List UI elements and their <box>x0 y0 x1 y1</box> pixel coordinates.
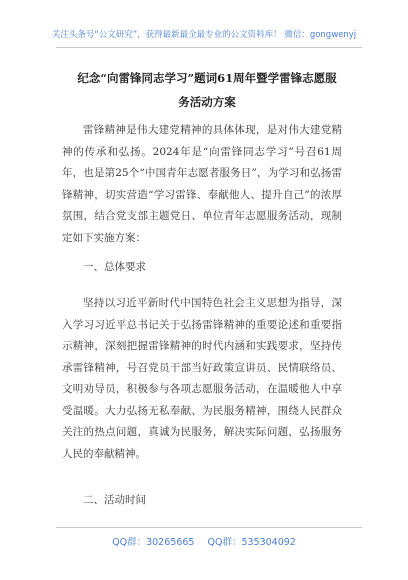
paragraph-intro: 雷锋精神是伟大建党精神的具体体现，是对伟大建党精神的传承和弘扬。2024年是“向雷锋同志学习”号召61周年，也是第25个“中国青年志愿者服务日”，为学习和弘扬雷锋精神，切实营造“学习雷锋、奉献他人、提升自己”的浓厚氛围，结合党支部主题党日、单位青年志愿服务活动，现制定如下实施方案： <box>62 124 342 244</box>
section-heading-activity-time: 二、活动时间 <box>83 494 146 506</box>
header-banner: 关注头条号“公文研究”，获得最新最全最专业的公文资料库！ 微信：gongwenyj <box>51 30 357 40</box>
footer-qq-group-1: QQ群：30265665 <box>112 537 195 548</box>
section-heading-general-requirements: 一、总体要求 <box>83 261 146 273</box>
footer-qq-group-2: QQ群：535304092 <box>207 537 296 548</box>
header-divider <box>56 47 362 48</box>
footer-contact <box>0 534 408 548</box>
document-title: 纪念“向雷锋同志学习”题词61周年暨学雷锋志愿服务活动方案 <box>77 71 337 109</box>
paragraph-general-requirements: 坚持以习近平新时代中国特色社会主义思想为指导，深入学习习近平总书记关于弘扬雷锋精神的重要论述和重要指示精神，深刻把握雷锋精神的时代内涵和实践要求，坚持传承雷锋精神，号召党员干部当好政策宣讲员、民情联络员、文明劝导员，积极参与各项志愿服务活动，在温暖他人中享受温暖。大力弘扬无私奉献、为民服务精神，围绕人民群众关注的热点问题，真诚为民服务，解决实际问题，弘扬服务人民的奉献精神。 <box>62 297 342 460</box>
footer-divider <box>56 527 362 528</box>
